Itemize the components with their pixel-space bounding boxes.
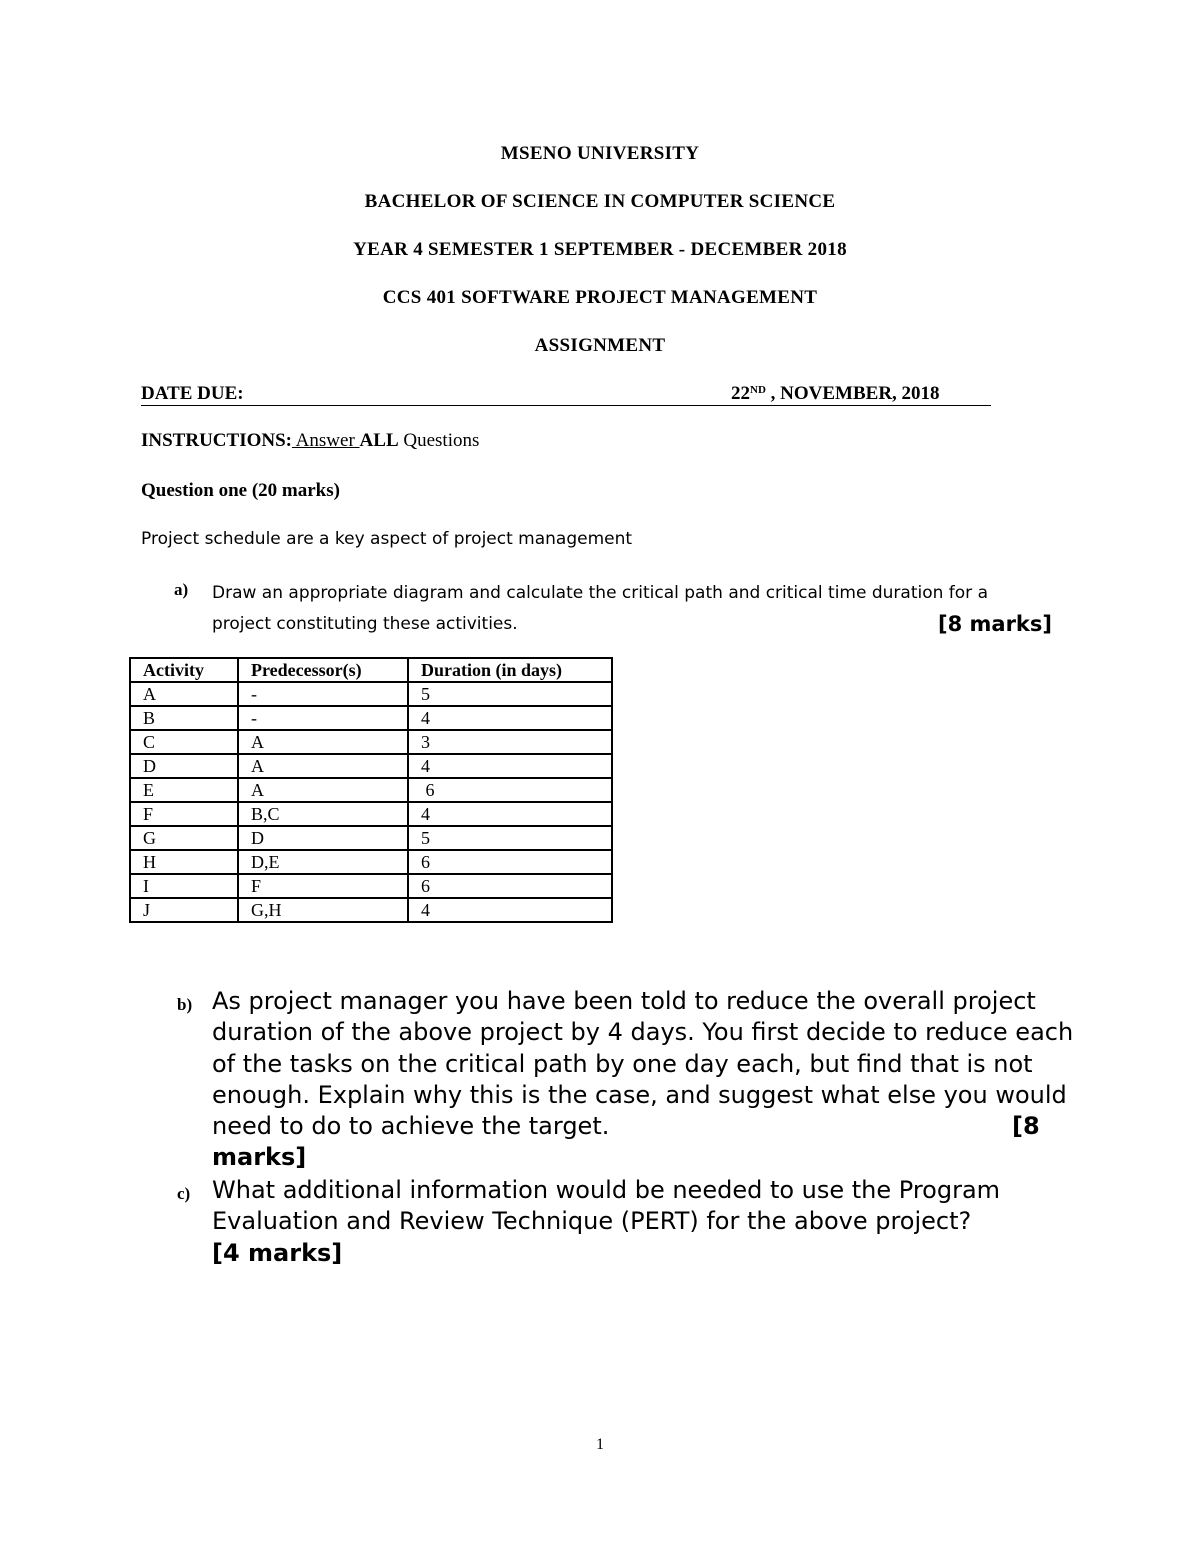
cell-duration: 6 [408,778,612,802]
table-row [130,850,612,874]
table-row [130,802,612,826]
question-c-line: What additional information would be needed to use the Program [212,1176,1001,1204]
cell-activity: A [130,682,238,706]
university-title: MSENO UNIVERSITY [500,143,700,164]
cell-activity: J [130,898,238,922]
cell-duration: 5 [408,826,612,850]
question-a-line-2: project constituting these activities. [212,614,518,634]
activity-table [129,657,613,923]
cell-duration: 4 [408,898,612,922]
date-due-line [141,381,991,406]
question-c-marks: [4 marks] [212,1238,343,1267]
instructions-label: INSTRUCTIONS: [141,430,292,451]
question-one-title: Question one (20 marks) [141,480,340,501]
question-a-marks: [8 marks] [938,612,1052,636]
question-a-letter: a) [174,580,189,599]
header-activity: Activity [130,658,238,682]
question-b-marks-open: [8 [1012,1112,1040,1141]
course-title: CCS 401 SOFTWARE PROJECT MANAGEMENT [382,287,818,308]
date-due-value [731,383,940,405]
cell-predecessor: A [238,778,408,802]
question-b-line: As project manager you have been told to reduce the overall project [212,987,1036,1015]
instructions-text-pre: Answer [291,430,360,451]
cell-predecessor: D,E [238,850,408,874]
table-row [130,754,612,778]
question-a-line-1: Draw an appropriate diagram and calculate the critical path and critical time duration for a [212,583,988,603]
instructions-text-post: Questions [398,430,480,451]
cell-predecessor: D [238,826,408,850]
instructions-text-bold: ALL [359,430,399,451]
date-due-suffix: ND [750,384,766,396]
date-due-label: DATE DUE: [141,383,244,404]
cell-duration: 4 [408,754,612,778]
cell-predecessor: - [238,706,408,730]
question-intro: Project schedule are a key aspect of project management [141,529,633,549]
instructions-line [141,430,479,452]
cell-activity: H [130,850,238,874]
page-number: 1 [596,1436,604,1453]
cell-activity: C [130,730,238,754]
header-predecessors: Predecessor(s) [238,658,408,682]
cell-duration: 6 [408,850,612,874]
cell-activity: F [130,802,238,826]
question-c-letter: c) [177,1184,191,1203]
cell-duration: 6 [408,874,612,898]
cell-activity: G [130,826,238,850]
cell-predecessor: - [238,682,408,706]
header-duration: Duration (in days) [408,658,612,682]
cell-duration: 3 [408,730,612,754]
question-b-line: need to do to achieve the target. [212,1112,610,1141]
cell-activity: E [130,778,238,802]
cell-duration: 4 [408,802,612,826]
table-row [130,682,612,706]
question-b-marks-close: marks] [212,1143,307,1172]
question-b-line-last [212,1111,1062,1142]
question-c-text [212,1175,1062,1269]
table-row [130,826,612,850]
question-b-line: enough. Explain why this is the case, and suggest what else you would [212,1080,1067,1109]
cell-predecessor: F [238,874,408,898]
cell-predecessor: A [238,754,408,778]
cell-predecessor: G,H [238,898,408,922]
table-row [130,778,612,802]
question-b-line: of the tasks on the critical path by one day each, but find that is not [212,1049,1033,1078]
cell-predecessor: A [238,730,408,754]
cell-predecessor: B,C [238,802,408,826]
cell-activity: I [130,874,238,898]
document-type: ASSIGNMENT [534,335,666,356]
question-b-line: duration of the above project by 4 days. You first decide to reduce each [212,1018,1074,1047]
cell-activity: D [130,754,238,778]
table-row [130,730,612,754]
question-a-line-2-wrap [212,609,1052,640]
cell-duration: 5 [408,682,612,706]
table-row [130,898,612,922]
table-row [130,706,612,730]
degree-title: BACHELOR OF SCIENCE IN COMPUTER SCIENCE [364,191,836,212]
question-b-text [212,986,1074,1174]
term-title: YEAR 4 SEMESTER 1 SEPTEMBER - DECEMBER 2018 [353,239,847,260]
question-b-letter: b) [177,995,193,1014]
table-header-row [130,658,612,682]
question-c-line: Evaluation and Review Technique (PERT) for the above project? [212,1207,972,1236]
table-row [130,874,612,898]
date-due-day: 22 [731,383,750,404]
cell-duration: 4 [408,706,612,730]
cell-activity: B [130,706,238,730]
date-due-rest: , NOVEMBER, 2018 [765,383,940,404]
question-a-text [212,578,1052,640]
